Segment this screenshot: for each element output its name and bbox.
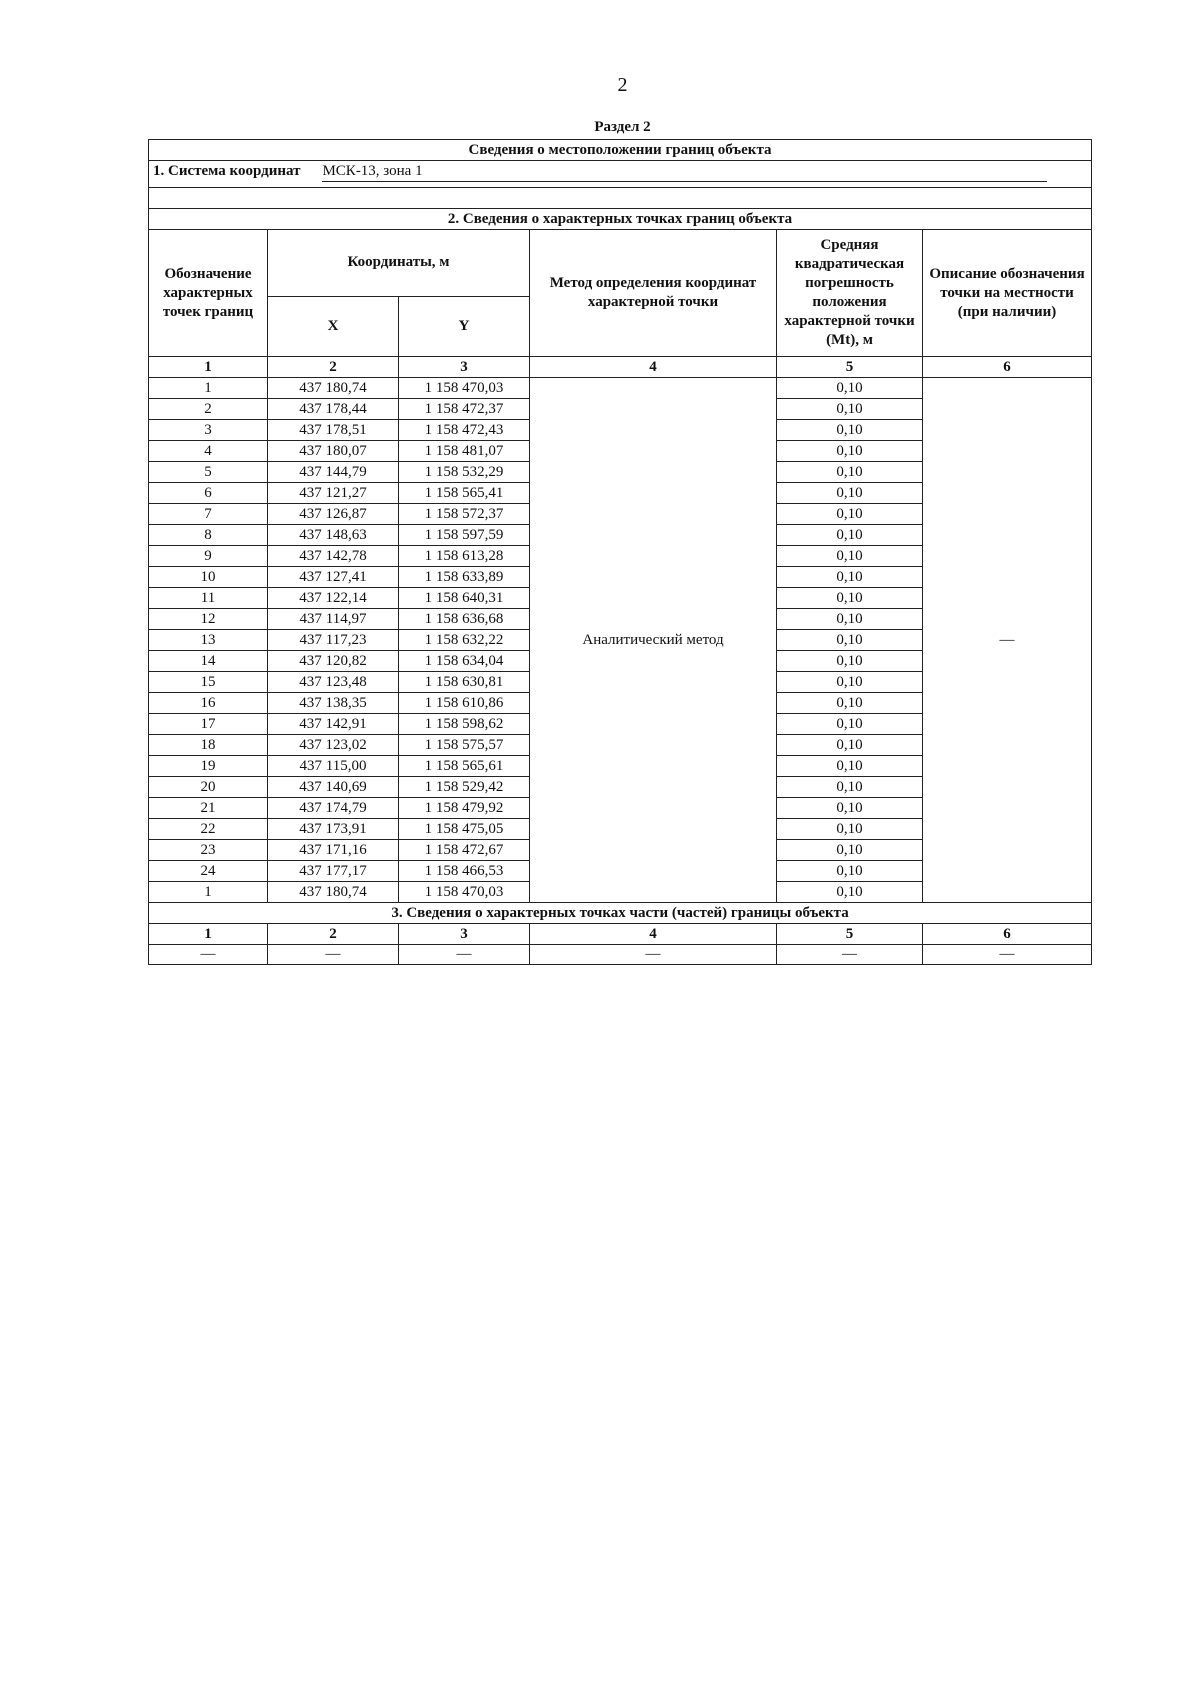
column-number: 4 <box>530 357 777 378</box>
point-accuracy: 0,10 <box>777 525 923 546</box>
point-accuracy: 0,10 <box>777 693 923 714</box>
point-x: 437 178,51 <box>268 420 399 441</box>
table-row <box>149 378 1092 399</box>
point-number: 5 <box>149 462 268 483</box>
point-y: 1 158 529,42 <box>399 777 530 798</box>
subsection2-title-row <box>149 209 1092 230</box>
header-row-1 <box>149 230 1092 297</box>
point-accuracy: 0,10 <box>777 840 923 861</box>
point-number: 2 <box>149 399 268 420</box>
point-number: 19 <box>149 756 268 777</box>
point-x: 437 171,16 <box>268 840 399 861</box>
point-y: 1 158 598,62 <box>399 714 530 735</box>
point-x: 437 126,87 <box>268 504 399 525</box>
point-y: 1 158 479,92 <box>399 798 530 819</box>
point-y: 1 158 565,61 <box>399 756 530 777</box>
point-x: 437 114,97 <box>268 609 399 630</box>
point-x: 437 115,00 <box>268 756 399 777</box>
point-number: 1 <box>149 882 268 903</box>
header-method: Метод определения координат характерной точки <box>530 230 777 357</box>
point-y: 1 158 640,31 <box>399 588 530 609</box>
point-number: 8 <box>149 525 268 546</box>
point-accuracy: 0,10 <box>777 504 923 525</box>
coordinate-system-label: 1. Система координат <box>153 163 301 179</box>
point-y: 1 158 565,41 <box>399 483 530 504</box>
point-y: 1 158 632,22 <box>399 630 530 651</box>
column-number: 3 <box>399 357 530 378</box>
page-number: 2 <box>617 74 628 96</box>
point-x: 437 177,17 <box>268 861 399 882</box>
point-y: 1 158 481,07 <box>399 441 530 462</box>
point-number: 1 <box>149 378 268 399</box>
subsection3-dash: — <box>268 945 399 965</box>
point-accuracy: 0,10 <box>777 483 923 504</box>
table-title-row <box>149 140 1092 161</box>
point-x: 437 120,82 <box>268 651 399 672</box>
point-y: 1 158 610,86 <box>399 693 530 714</box>
subsection2-title: 2. Сведения о характерных точках границ объекта <box>149 209 1092 230</box>
spacer-row <box>149 188 1092 209</box>
header-x: X <box>268 296 399 356</box>
point-accuracy: 0,10 <box>777 378 923 399</box>
point-accuracy: 0,10 <box>777 714 923 735</box>
point-x: 437 173,91 <box>268 819 399 840</box>
spacer-cell <box>149 188 1092 209</box>
column-numbers-row <box>149 357 1092 378</box>
description-cell: — <box>923 378 1092 903</box>
subsection3-dash: — <box>149 945 268 965</box>
point-accuracy: 0,10 <box>777 567 923 588</box>
column-number: 2 <box>268 357 399 378</box>
point-number: 18 <box>149 735 268 756</box>
point-y: 1 158 470,03 <box>399 378 530 399</box>
method-cell: Аналитический метод <box>530 378 777 903</box>
point-number: 22 <box>149 819 268 840</box>
point-x: 437 180,74 <box>268 378 399 399</box>
section-title: Раздел 2 <box>594 119 651 135</box>
point-y: 1 158 475,05 <box>399 819 530 840</box>
subsection3-title-row <box>149 903 1092 924</box>
subsection3-title: 3. Сведения о характерных точках части (частей) границы объекта <box>149 903 1092 924</box>
point-y: 1 158 630,81 <box>399 672 530 693</box>
point-number: 10 <box>149 567 268 588</box>
subsection3-column-number: 2 <box>268 924 399 945</box>
point-y: 1 158 636,68 <box>399 609 530 630</box>
point-number: 12 <box>149 609 268 630</box>
point-accuracy: 0,10 <box>777 672 923 693</box>
point-number: 4 <box>149 441 268 462</box>
point-x: 437 123,02 <box>268 735 399 756</box>
subsection3-dash: — <box>777 945 923 965</box>
point-y: 1 158 633,89 <box>399 567 530 588</box>
point-accuracy: 0,10 <box>777 399 923 420</box>
subsection3-column-number: 4 <box>530 924 777 945</box>
point-x: 437 180,74 <box>268 882 399 903</box>
boundary-table <box>148 139 1092 965</box>
point-y: 1 158 472,67 <box>399 840 530 861</box>
point-y: 1 158 532,29 <box>399 462 530 483</box>
point-accuracy: 0,10 <box>777 756 923 777</box>
point-number: 13 <box>149 630 268 651</box>
column-number: 5 <box>777 357 923 378</box>
point-accuracy: 0,10 <box>777 462 923 483</box>
point-number: 14 <box>149 651 268 672</box>
point-number: 20 <box>149 777 268 798</box>
header-y: Y <box>399 296 530 356</box>
point-y: 1 158 470,03 <box>399 882 530 903</box>
point-number: 21 <box>149 798 268 819</box>
point-accuracy: 0,10 <box>777 420 923 441</box>
point-accuracy: 0,10 <box>777 546 923 567</box>
point-accuracy: 0,10 <box>777 819 923 840</box>
point-y: 1 158 597,59 <box>399 525 530 546</box>
point-accuracy: 0,10 <box>777 609 923 630</box>
point-number: 23 <box>149 840 268 861</box>
point-accuracy: 0,10 <box>777 651 923 672</box>
subsection3-dash: — <box>923 945 1092 965</box>
point-number: 6 <box>149 483 268 504</box>
point-number: 16 <box>149 693 268 714</box>
point-x: 437 180,07 <box>268 441 399 462</box>
point-accuracy: 0,10 <box>777 777 923 798</box>
header-coordinates: Координаты, м <box>268 230 530 297</box>
subsection3-column-number: 1 <box>149 924 268 945</box>
point-accuracy: 0,10 <box>777 630 923 651</box>
point-accuracy: 0,10 <box>777 861 923 882</box>
point-x: 437 174,79 <box>268 798 399 819</box>
point-x: 437 127,41 <box>268 567 399 588</box>
point-x: 437 122,14 <box>268 588 399 609</box>
point-accuracy: 0,10 <box>777 441 923 462</box>
point-x: 437 144,79 <box>268 462 399 483</box>
point-number: 3 <box>149 420 268 441</box>
subsection3-column-number: 3 <box>399 924 530 945</box>
point-number: 11 <box>149 588 268 609</box>
subsection3-dash-row <box>149 945 1092 965</box>
subsection3-dash: — <box>530 945 777 965</box>
point-y: 1 158 575,57 <box>399 735 530 756</box>
point-accuracy: 0,10 <box>777 588 923 609</box>
point-x: 437 142,91 <box>268 714 399 735</box>
subsection3-column-number: 6 <box>923 924 1092 945</box>
header-accuracy: Средняя квадратическая погрешность положения характерной точки (Mt), м <box>777 230 923 357</box>
point-y: 1 158 472,43 <box>399 420 530 441</box>
point-x: 437 121,27 <box>268 483 399 504</box>
subsection3-column-number: 5 <box>777 924 923 945</box>
point-number: 9 <box>149 546 268 567</box>
subsection3-numbers-row <box>149 924 1092 945</box>
point-accuracy: 0,10 <box>777 882 923 903</box>
point-number: 17 <box>149 714 268 735</box>
column-number: 6 <box>923 357 1092 378</box>
table-title: Сведения о местоположении границ объекта <box>149 140 1092 161</box>
coordinate-system-row <box>149 161 1092 188</box>
point-number: 15 <box>149 672 268 693</box>
point-x: 437 142,78 <box>268 546 399 567</box>
column-number: 1 <box>149 357 268 378</box>
point-x: 437 178,44 <box>268 399 399 420</box>
point-x: 437 138,35 <box>268 693 399 714</box>
point-number: 7 <box>149 504 268 525</box>
point-x: 437 117,23 <box>268 630 399 651</box>
point-y: 1 158 472,37 <box>399 399 530 420</box>
point-y: 1 158 572,37 <box>399 504 530 525</box>
point-x: 437 123,48 <box>268 672 399 693</box>
point-accuracy: 0,10 <box>777 735 923 756</box>
point-y: 1 158 634,04 <box>399 651 530 672</box>
coordinate-system-cell <box>149 161 1092 188</box>
point-x: 437 140,69 <box>268 777 399 798</box>
point-number: 24 <box>149 861 268 882</box>
coordinate-system-value: МСК-13, зона 1 <box>322 161 1047 182</box>
point-y: 1 158 466,53 <box>399 861 530 882</box>
point-y: 1 158 613,28 <box>399 546 530 567</box>
header-point-designation: Обозначение характерных точек границ <box>149 230 268 357</box>
point-x: 437 148,63 <box>268 525 399 546</box>
subsection3-dash: — <box>399 945 530 965</box>
point-accuracy: 0,10 <box>777 798 923 819</box>
header-description: Описание обозначения точки на местности (при наличии) <box>923 230 1092 357</box>
